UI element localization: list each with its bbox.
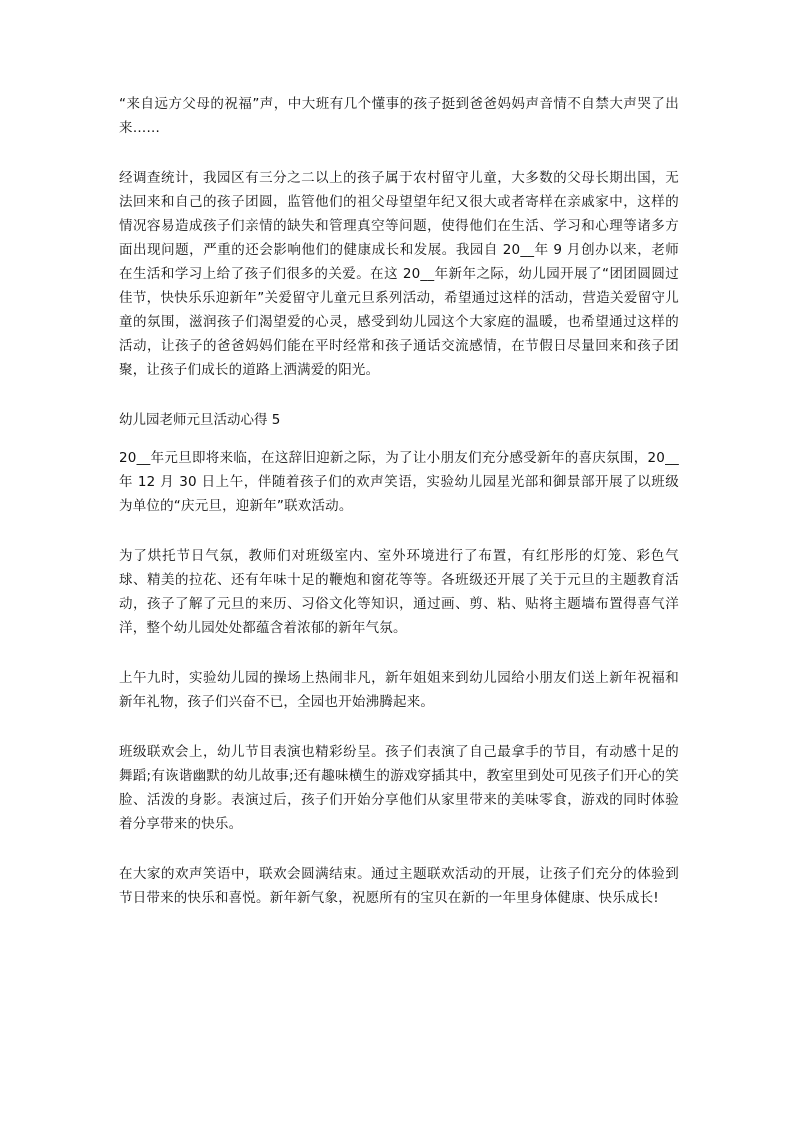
paragraph-2: 经调查统计，我园区有三分之二以上的孩子属于农村留守儿童，大多数的父母长期出国，无法回来和自己的孩子团圆，监管他们的祖父母望望年纪又很大或者寄样在亲戚家中，这样的情况容易造成孩子们亲情的缺失和管理真空等问题，使得他们在生活、学习和心理等诸多方面出现问题，严重的还会影响他们的健康成长和发展。我园自 20__年 9 月创办以来，老师在生活和学习上给了孩子们很多的关爱。在这 20__年新年之际，幼儿园开展了“团团圆圆过佳节，快快乐乐迎新年”关爱留守儿童元旦系列活动，希望通过这样的活动，营造关爱留守儿童的氛围，滋润孩子们渴望爱的心灵，感受到幼儿园这个大家庭的温暖，也希望通过这样的活动，让孩子的爸爸妈妈们能在平时经常和孩子通话交流感情，在节假日尽量回来和孩子团聚，让孩子们成长的道路上洒满爱的阳光。 <box>119 170 679 378</box>
paragraph-5: 上午九时，实验幼儿园的操场上热闹非凡，新年姐姐来到幼儿园给小朋友们送上新年祝福和新年礼物，孩子们兴奋不已，全园也开始沸腾起来。 <box>119 670 679 710</box>
paragraph-6: 班级联欢会上，幼儿节目表演也精彩纷呈。孩子们表演了自己最拿手的节目，有动感十足的舞蹈;有诙谐幽默的幼儿故事;还有趣味横生的游戏穿插其中，教室里到处可见孩子们开心的笑脸、活泼的身影。表演过后，孩子们开始分享他们从家里带来的美味零食，游戏的同时体验着分享带来的快乐。 <box>119 744 679 832</box>
paragraph-3: 20__年元旦即将来临，在这辞旧迎新之际，为了让小朋友们充分感受新年的喜庆氛围，20__年 12 月 30 日上午，伴随着孩子们的欢声笑语，实验幼儿园星光部和御景部开展了以班级为单位的“庆元旦，迎新年”联欢活动。 <box>119 450 679 514</box>
paragraph-7: 在大家的欢声笑语中，联欢会圆满结束。通过主题联欢活动的开展，让孩子们充分的体验到节日带来的快乐和喜悦。新年新气象，祝愿所有的宝贝在新的一年里身体健康、快乐成长! <box>119 866 679 906</box>
paragraph-4: 为了烘托节日气氛，教师们对班级室内、室外环境进行了布置，有红彤彤的灯笼、彩色气球、精美的拉花、还有年味十足的鞭炮和窗花等等。各班级还开展了关于元旦的主题教育活动，孩子了解了元旦的来历、习俗文化等知识，通过画、剪、粘、贴将主题墙布置得喜气洋洋，整个幼儿园处处都蕴含着浓郁的新年气氛。 <box>119 548 679 636</box>
section-heading: 幼儿园老师元旦活动心得 5 <box>119 412 281 428</box>
document-page <box>119 92 679 936</box>
paragraph-1: “来自远方父母的祝福”声，中大班有几个懂事的孩子挺到爸爸妈妈声音情不自禁大声哭了出来…… <box>119 96 679 136</box>
